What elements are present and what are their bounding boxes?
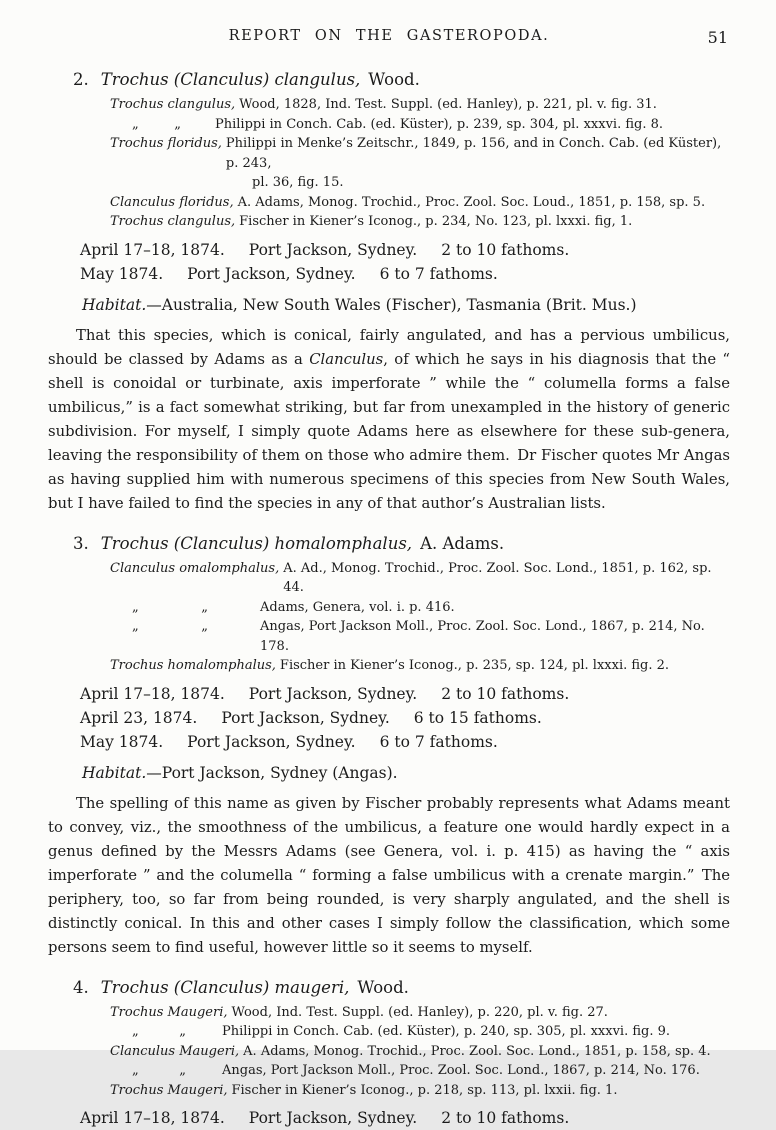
habitat-label: Habitat. — [82, 764, 146, 782]
synonymy-row — [110, 1081, 730, 1101]
record-line — [80, 730, 730, 754]
habitat-line — [82, 763, 730, 784]
ditto-mark: „ — [201, 598, 208, 618]
record-location: Port Jackson, Sydney. — [187, 262, 355, 286]
synonymy-row — [110, 95, 730, 115]
synonym-name: Clanculus floridus, — [110, 193, 238, 213]
record-date: May 1874. — [80, 262, 163, 286]
record-location: Port Jackson, Sydney. — [221, 706, 389, 730]
species-name: Trochus (Clanculus) homalomphalus, — [101, 534, 412, 554]
discussion-paragraph: That this species, which is conical, fairly angulated, and has a pervious umbilicus, should be classed by Adams as a Clanculus, of which he says in his diagnosis that the “ shell is conoidal or turbinate, axis imperforate ” while the “ columella forms a false umbilicus,” is a fact somewhat striking, but far from unexampled in the history of generic subdivision. For myself, I simply quote Adams here as elsewhere for these sub-genera, leaving the responsibility of them on those who admire them. Dr Fischer quotes Mr Angas as having supplied him with numerous specimens of this species from New South Wales, but I have failed to find the species in any of that author’s Australian lists. — [48, 324, 730, 516]
record-depth: 6 to 7 fathoms. — [380, 262, 498, 286]
citation-text: Philippi in Menke’s Zeitschr., 1849, p. 156, and in Conch. Cab. (ed Küster), p. 243, — [226, 134, 730, 173]
species-section-4 — [48, 978, 730, 1130]
synonymy-row — [110, 617, 730, 656]
habitat-line — [82, 295, 730, 316]
record-line — [80, 262, 730, 286]
citation-text: Angas, Port Jackson Moll., Proc. Zool. Soc. Lond., 1867, p. 214, No. 176. — [222, 1061, 730, 1081]
discussion-paragraph: The spelling of this name as given by Fischer probably represents what Adams meant to convey, viz., the smoothness of the umbilicus, a feature one would hardly expect in a genus defined by the Messrs Adams (see Genera, vol. i. p. 415) as having the “ axis imperforate ” and the columella “ forming a false umbilicus with a crenate margin.” The periphery, too, so far from being rounded, is very sharply angulated, and the shell is distinctly conical. In this and other cases I simply follow the classification, which some persons seem to find useful, however little so it seems to myself. — [48, 792, 730, 960]
citation-text: Fischer in Kiener’s Iconog., p. 234, No. 123, pl. lxxxi. fig, 1. — [239, 212, 730, 232]
ditto-mark: „ — [201, 617, 208, 637]
record-date: April 17–18, 1874. — [80, 1106, 225, 1130]
synonymy-row — [110, 1003, 730, 1023]
synonymy-row — [110, 559, 730, 598]
species-author: Wood. — [368, 70, 420, 90]
synonymy-row — [110, 1022, 730, 1042]
station-records — [80, 1106, 730, 1130]
ditto-mark: „ — [132, 1061, 139, 1081]
citation-text: Adams, Genera, vol. i. p. 416. — [260, 598, 730, 618]
synonym-name: Trochus Maugeri, — [110, 1003, 232, 1023]
species-author: Wood. — [357, 978, 409, 998]
citation-text: Wood, Ind. Test. Suppl. (ed. Hanley), p. 220, pl. v. fig. 27. — [232, 1003, 731, 1023]
record-line — [80, 1106, 730, 1130]
section-heading — [73, 978, 730, 998]
synonym-name: Trochus Maugeri, — [110, 1081, 232, 1101]
synonymy-row — [110, 134, 730, 173]
citation-text: pl. 36, fig. 15. — [252, 173, 730, 193]
record-line — [80, 238, 730, 262]
ditto-label — [110, 598, 260, 618]
ditto-label — [110, 617, 260, 637]
synonym-name: Trochus floridus, — [110, 134, 226, 154]
synonym-name: Trochus homalomphalus, — [110, 656, 280, 676]
ditto-mark: „ — [132, 598, 139, 618]
record-date: April 17–18, 1874. — [80, 238, 225, 262]
section-heading — [73, 70, 730, 90]
synonymy-row — [110, 212, 730, 232]
citation-text: Fischer in Kiener’s Iconog., p. 235, sp. 124, pl. lxxxi. fig. 2. — [280, 656, 730, 676]
section-number: 3. — [73, 534, 89, 554]
habitat-label: Habitat. — [82, 296, 146, 314]
ditto-mark: „ — [132, 617, 139, 637]
species-section-3 — [48, 534, 730, 960]
record-date: April 17–18, 1874. — [80, 682, 225, 706]
synonym-name: Clanculus omalomphalus, — [110, 559, 283, 579]
synonymy-row — [110, 1042, 730, 1062]
record-depth: 6 to 15 fathoms. — [414, 706, 542, 730]
species-name: Trochus (Clanculus) maugeri, — [101, 978, 350, 998]
ditto-mark: „ — [132, 115, 139, 135]
page-number: 51 — [708, 28, 728, 47]
section-number: 2. — [73, 70, 89, 90]
ditto-mark: „ — [179, 1022, 186, 1042]
running-header — [48, 28, 730, 50]
synonymy-row — [110, 1061, 730, 1081]
species-name: Trochus (Clanculus) clangulus, — [101, 70, 361, 90]
synonym-name: Trochus clangulus, — [110, 212, 239, 232]
citation-text: Angas, Port Jackson Moll., Proc. Zool. Soc. Lond., 1867, p. 214, No. 178. — [260, 617, 730, 656]
record-depth: 2 to 10 fathoms. — [441, 1106, 569, 1130]
species-author: A. Adams. — [420, 534, 504, 554]
ditto-label — [110, 115, 215, 135]
ditto-mark: „ — [179, 1061, 186, 1081]
record-location: Port Jackson, Sydney. — [249, 1106, 417, 1130]
species-section-2 — [48, 70, 730, 516]
citation-text: A. Adams, Monog. Trochid., Proc. Zool. Soc. Lond., 1851, p. 158, sp. 4. — [243, 1042, 730, 1062]
citation-text: Philippi in Conch. Cab. (ed. Küster), p. 239, sp. 304, pl. xxxvi. fig. 8. — [215, 115, 730, 135]
record-depth: 2 to 10 fathoms. — [441, 682, 569, 706]
record-depth: 2 to 10 fathoms. — [441, 238, 569, 262]
record-depth: 6 to 7 fathoms. — [380, 730, 498, 754]
habitat-text: —Port Jackson, Sydney (Angas). — [146, 764, 397, 782]
citation-text: Fischer in Kiener’s Iconog., p. 218, sp. 113, pl. lxxii. fig. 1. — [232, 1081, 731, 1101]
synonymy-list — [110, 559, 730, 676]
section-number: 4. — [73, 978, 89, 998]
station-records — [80, 682, 730, 754]
citation-text: A. Adams, Monog. Trochid., Proc. Zool. Soc. Loud., 1851, p. 158, sp. 5. — [238, 193, 730, 213]
ditto-label — [110, 1022, 222, 1042]
station-records — [80, 238, 730, 286]
citation-text: Wood, 1828, Ind. Test. Suppl. (ed. Hanley), p. 221, pl. v. fig. 31. — [239, 95, 730, 115]
ditto-mark: „ — [132, 1022, 139, 1042]
synonym-name: Trochus clangulus, — [110, 95, 239, 115]
record-date: April 23, 1874. — [80, 706, 197, 730]
synonymy-row-continuation — [252, 173, 730, 193]
synonymy-row — [110, 115, 730, 135]
synonymy-row — [110, 656, 730, 676]
habitat-text: —Australia, New South Wales (Fischer), Tasmania (Brit. Mus.) — [146, 296, 636, 314]
record-location: Port Jackson, Sydney. — [249, 238, 417, 262]
synonymy-row — [110, 193, 730, 213]
synonymy-row — [110, 598, 730, 618]
record-line — [80, 706, 730, 730]
citation-text: Philippi in Conch. Cab. (ed. Küster), p. 240, sp. 305, pl. xxxvi. fig. 9. — [222, 1022, 730, 1042]
citation-text: A. Ad., Monog. Trochid., Proc. Zool. Soc. Lond., 1851, p. 162, sp. 44. — [283, 559, 730, 598]
section-heading — [73, 534, 730, 554]
record-location: Port Jackson, Sydney. — [249, 682, 417, 706]
ditto-mark: „ — [174, 115, 181, 135]
record-line — [80, 682, 730, 706]
synonymy-list — [110, 95, 730, 232]
report-title: REPORT ON THE GASTEROPODA. — [48, 28, 730, 44]
synonym-name: Clanculus Maugeri, — [110, 1042, 243, 1062]
synonymy-list — [110, 1003, 730, 1101]
record-date: May 1874. — [80, 730, 163, 754]
record-location: Port Jackson, Sydney. — [187, 730, 355, 754]
ditto-label — [110, 1061, 222, 1081]
